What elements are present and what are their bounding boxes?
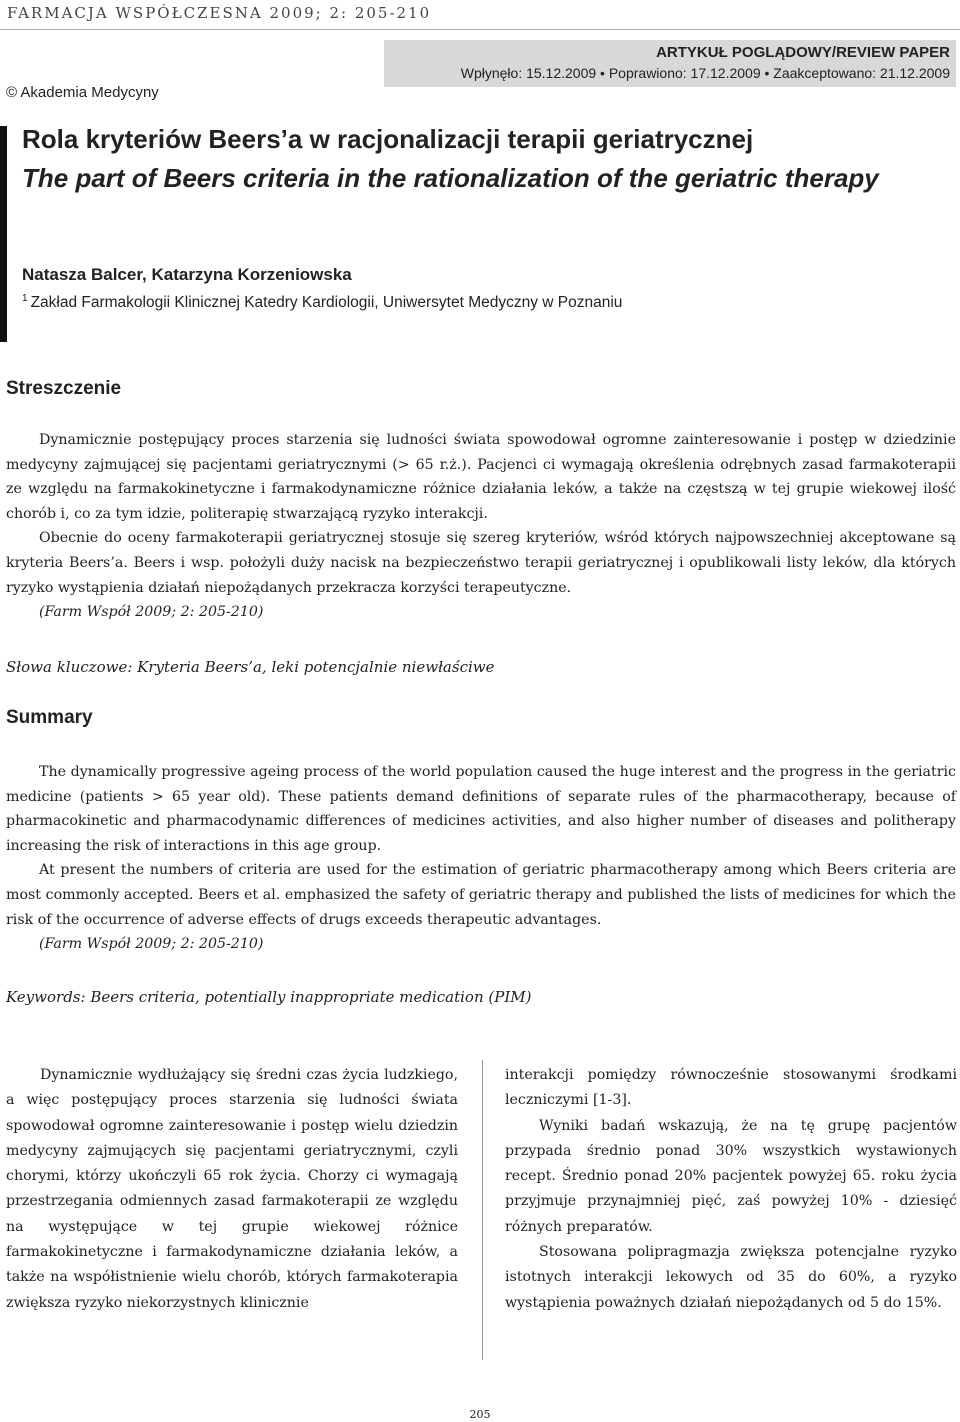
summary-paragraph-2: At present the numbers of criteria are used for the estimation of geriatric pharmacotherapy among which Beers criteria are most commonly accepted. Beers et al. emphasized the safety of geriatric therapy and published the lists of medicines for which the risk of the occurrence of adverse effects of drugs exceeds therapeutic advantages.	[6, 862, 956, 928]
slowa-kluczowe: Słowa kluczowe: Kryteria Beers’a, leki potencjalnie niewłaściwe	[6, 658, 495, 676]
column-divider	[482, 1060, 483, 1360]
summary-body	[6, 760, 956, 957]
journal-header: FARMACJA WSPÓŁCZESNA 2009; 2: 205-210	[7, 4, 432, 22]
summary-paragraph-1: The dynamically progressive ageing process of the world population caused the huge interest and the progress in the geriatric medicine (patients > 65 year old). These patients demand definitions of separate rules of the pharmacotherapy, because of pharmacokinetic and pharmacodynamic differences of medicines activities, and also higher number of diseases and politherapy increasing the risk of interactions in this age group.	[6, 764, 956, 854]
title-accent-bar	[0, 126, 7, 342]
streszczenie-citation: (Farm Współ 2009; 2: 205-210)	[39, 604, 264, 621]
page-number: 205	[469, 1408, 491, 1421]
body-paragraph: Wyniki badań wskazują, że na tę grupę pacjentów przypada średnio ponad 30% wszystkich wystawionych recept. Średnio ponad 20% pacjentek powyżej 65. roku życia przyjmuje przynajmniej pięć, zaś powyżej 10% - dziesięć różnych preparatów.	[505, 1117, 957, 1235]
article-info-box	[384, 40, 956, 87]
summary-heading: Summary	[6, 707, 93, 728]
streszczenie-heading: Streszczenie	[6, 378, 122, 399]
streszczenie-paragraph-2: Obecnie do oceny farmakoterapii geriatrycznej stosuje się szereg kryteriów, wśród których najpowszechniej akceptowane są kryteria Beers’a. Beers i wsp. położyli duży nacisk na bezpieczeństwo terapii geriatrycznej i opublikowali listy leków, dla których ryzyko wystąpienia działań niepożądanych przekracza korzyści terapeutyczne.	[6, 530, 956, 596]
body-column-left	[6, 1063, 458, 1316]
article-title-en: The part of Beers criteria in the rationalization of the geriatric therapy	[22, 163, 879, 193]
article-dates: Wpłynęło: 15.12.2009 • Poprawiono: 17.12.2009 • Zaakceptowano: 21.12.2009	[460, 65, 950, 81]
body-paragraph: interakcji pomiędzy równocześnie stosowanymi środkami leczniczymi [1-3].	[505, 1067, 957, 1109]
header-rule	[0, 29, 960, 30]
body-column-right	[505, 1063, 957, 1316]
keywords: Keywords: Beers criteria, potentially inappropriate medication (PIM)	[6, 988, 532, 1006]
article-title-pl: Rola kryteriów Beers’a w racjonalizacji terapii geriatrycznej	[22, 124, 754, 154]
body-paragraph: Dynamicznie wydłużający się średni czas życia ludzkiego, a więc postępujący proces starzenia się ludności świata spowodował ogromne zainteresowanie i postęp wielu dziedzin medycyny zajmujących się pacjentami geriatrycznymi, czyli chorymi, którzy ukończyli 65 rok życia. Chorzy ci wymagają przestrzegania odmiennych zasad farmakoterapii ze względu na występujące w tej grupie wiekowej różnice farmakokinetyczne i farmakodynamiczne działania leków, a także na współistnienie wielu chorób, których farmakoterapia zwiększa ryzyko niekorzystnych klinicznie	[6, 1067, 458, 1311]
article-type: ARTYKUŁ POGLĄDOWY/REVIEW PAPER	[656, 44, 950, 61]
affiliation-text: Zakład Farmakologii Klinicznej Katedry Kardiologii, Uniwersytet Medyczny w Poznaniu	[30, 294, 623, 312]
streszczenie-paragraph-1: Dynamicznie postępujący proces starzenia się ludności świata spowodował ogromne zainteresowanie i postęp w dziedzinie medycyny zajmującej się pacjentami geriatrycznymi (> 65 r.ż.). Pacjenci ci wymagają określenia odrębnych zasad farmakoterapii ze względu na farmakokinetyczne i farmakodynamiczne różnice działania leków, a także na częstszą w tej grupie wiekowej ilość chorób i, co za tym idzie, politerapię stwarzającą ryzyko interakcji.	[6, 432, 956, 522]
summary-citation: (Farm Współ 2009; 2: 205-210)	[39, 936, 264, 953]
affiliation	[22, 293, 622, 312]
authors: Natasza Balcer, Katarzyna Korzeniowska	[22, 265, 352, 284]
body-paragraph: Stosowana polipragmazja zwiększa potencjalne ryzyko istotnych interakcji lekowych od 35 do 60%, a ryzyko wystąpienia poważnych działań niepożądanych od 5 do 15%.	[505, 1244, 957, 1311]
streszczenie-body	[6, 428, 956, 625]
affiliation-marker: 1	[22, 293, 28, 304]
copyright-notice: © Akademia Medycyny	[6, 84, 159, 101]
